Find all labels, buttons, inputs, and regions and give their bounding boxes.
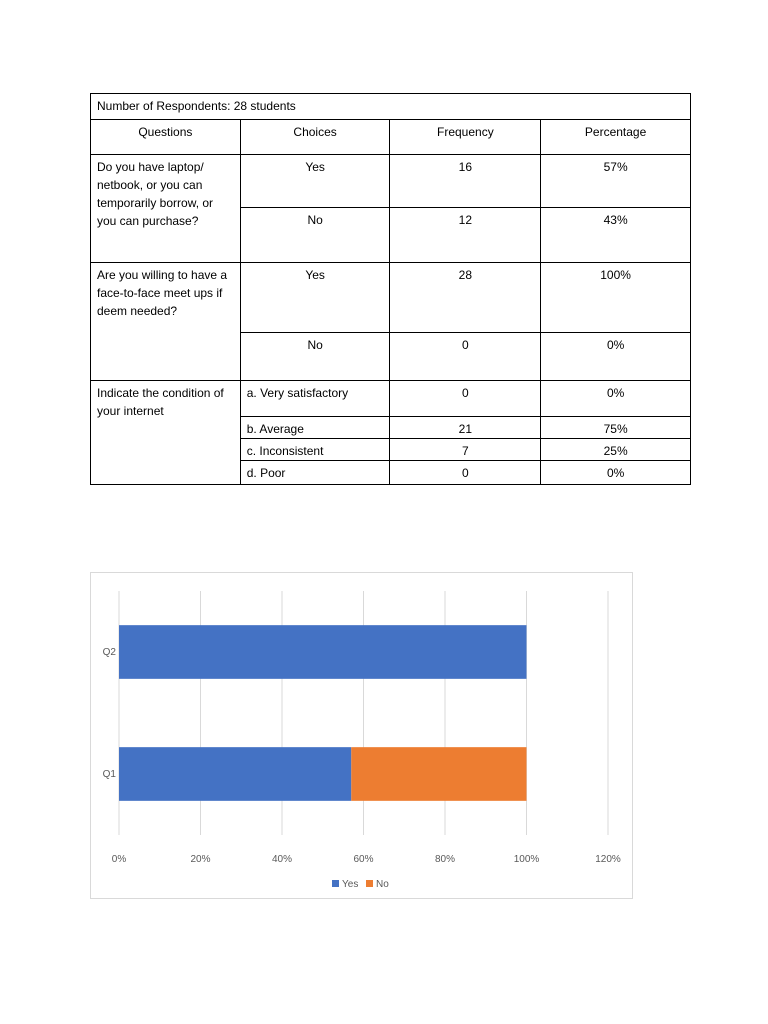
x-tick-label: 60% (353, 854, 374, 865)
q3-frequency-d: 0 (390, 461, 541, 485)
bar-yes-q1 (119, 747, 351, 801)
q2-percentage-yes: 100% (541, 263, 691, 333)
header-choices: Choices (240, 120, 390, 155)
x-tick-label: 80% (434, 854, 456, 865)
q2-choice-no: No (240, 333, 390, 381)
table-title: Number of Respondents: 28 students (91, 94, 691, 120)
q2-choice-yes: Yes (240, 263, 390, 333)
q2-frequency-yes: 28 (390, 263, 541, 333)
bar-yes-q2 (119, 625, 527, 679)
q3-frequency-b: 21 (390, 417, 541, 439)
question-3: Indicate the condition of your internet (91, 381, 241, 485)
legend-swatch-yes (332, 880, 339, 887)
q2-percentage-no: 0% (541, 333, 691, 381)
q3-frequency-a: 0 (390, 381, 541, 417)
x-tick-label: 120% (595, 854, 621, 865)
question-2: Are you willing to have a face-to-face meet ups if deem needed? (91, 263, 241, 381)
q3-choice-c: c. Inconsistent (240, 439, 390, 461)
legend-swatch-no (366, 880, 373, 887)
x-tick-label: 40% (271, 854, 293, 865)
header-questions: Questions (91, 120, 241, 155)
q2-frequency-no: 0 (390, 333, 541, 381)
q3-choice-d: d. Poor (240, 461, 390, 485)
q3-percentage-c: 25% (541, 439, 691, 461)
y-category-label: Q1 (102, 769, 116, 780)
q3-frequency-c: 7 (390, 439, 541, 461)
question-1: Do you have laptop/ netbook, or you can temporarily borrow, or you can purchase? (91, 155, 241, 263)
q1-percentage-yes: 57% (541, 155, 691, 208)
x-tick-label: 100% (513, 854, 540, 865)
q3-percentage-b: 75% (541, 417, 691, 439)
legend-label-yes: Yes (342, 879, 359, 890)
q1-frequency-yes: 16 (390, 155, 541, 208)
header-frequency: Frequency (390, 120, 541, 155)
q1-choice-yes: Yes (240, 155, 390, 208)
y-category-label: Q2 (102, 647, 116, 658)
chart-svg (91, 573, 632, 898)
bar-no-q1 (351, 747, 526, 801)
q1-percentage-no: 43% (541, 208, 691, 263)
q3-choice-a: a. Very satisfactory (240, 381, 390, 417)
q1-choice-no: No (240, 208, 390, 263)
x-tick-label: 20% (190, 854, 211, 865)
legend-label-no: No (376, 879, 389, 890)
survey-table (90, 93, 691, 485)
header-percentage: Percentage (541, 120, 691, 155)
q1-frequency-no: 12 (390, 208, 541, 263)
q3-percentage-a: 0% (541, 381, 691, 417)
q3-choice-b: b. Average (240, 417, 390, 439)
stacked-bar-chart (90, 572, 633, 899)
q3-percentage-d: 0% (541, 461, 691, 485)
x-tick-label: 0% (111, 854, 127, 865)
